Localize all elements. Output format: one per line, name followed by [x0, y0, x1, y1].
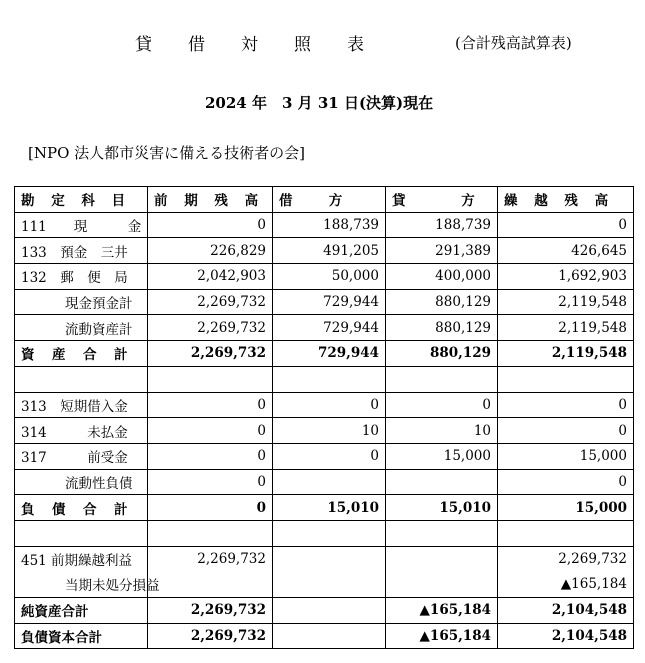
account-cell: 純資産合計 [15, 598, 148, 624]
account-cell: 451 前期繰越利益 [15, 546, 148, 572]
table-row [15, 264, 634, 290]
table-row [15, 212, 634, 238]
account-cell: 流動性負債 [15, 469, 148, 495]
table-header-row [15, 187, 634, 213]
carry-balance-cell: 15,000 [498, 495, 634, 521]
debit-cell: 15,010 [273, 495, 386, 521]
account-cell: 317 前受金 [15, 443, 148, 469]
prev-balance-cell: 0 [148, 495, 273, 521]
carry-balance-cell: 2,104,548 [498, 598, 634, 624]
prev-balance-cell: 2,269,732 [148, 341, 273, 367]
debit-cell [273, 520, 386, 546]
credit-cell: 291,389 [386, 238, 498, 264]
carry-balance-cell: 0 [498, 469, 634, 495]
credit-cell: 0 [386, 392, 498, 418]
title-char: 借 [188, 35, 205, 55]
credit-cell: 10 [386, 418, 498, 444]
carry-balance-cell: 2,119,548 [498, 315, 634, 341]
prev-balance-cell: 226,829 [148, 238, 273, 264]
credit-cell: 880,129 [386, 315, 498, 341]
account-cell [15, 520, 148, 546]
debit-cell: 729,944 [273, 289, 386, 315]
debit-cell: 50,000 [273, 264, 386, 290]
credit-cell [386, 366, 498, 392]
carry-balance-cell: 1,692,903 [498, 264, 634, 290]
organization-name: [NPO 法人都市災害に備える技術者の会] [28, 144, 305, 162]
carry-balance-cell [498, 520, 634, 546]
header-debit: 借 方 [273, 187, 386, 213]
table-row [15, 366, 634, 392]
debit-cell: 729,944 [273, 341, 386, 367]
prev-balance-cell: 2,269,732 [148, 289, 273, 315]
header-account: 勘 定 科 目 [15, 187, 148, 213]
account-cell: 132 郵 便 局 [15, 264, 148, 290]
carry-balance-cell: 15,000 [498, 443, 634, 469]
debit-cell: 188,739 [273, 212, 386, 238]
credit-cell [386, 520, 498, 546]
document-title [135, 30, 400, 55]
table-row [15, 623, 634, 649]
table-row [15, 392, 634, 418]
credit-cell: 880,129 [386, 289, 498, 315]
carry-balance-cell: 2,119,548 [498, 341, 634, 367]
date-line: 2024 年 3 月 31 日(決算)現在 [205, 94, 434, 112]
title-char: 表 [347, 35, 364, 55]
account-cell: 314 未払金 [15, 418, 148, 444]
header-carry-balance: 繰 越 残 高 [498, 187, 634, 213]
prev-balance-cell: 2,269,732 [148, 623, 273, 649]
table-row [15, 315, 634, 341]
title-char: 照 [294, 35, 311, 55]
debit-cell [273, 546, 386, 572]
debit-cell: 0 [273, 443, 386, 469]
prev-balance-cell [148, 366, 273, 392]
debit-cell: 10 [273, 418, 386, 444]
title-char: 貸 [135, 35, 152, 55]
document-subtitle: (合計残高試算表) [455, 34, 572, 52]
carry-balance-cell: 0 [498, 392, 634, 418]
table-row [15, 572, 634, 598]
table-row [15, 469, 634, 495]
account-cell: 現金預金計 [15, 289, 148, 315]
header-credit: 貸 方 [386, 187, 498, 213]
prev-balance-cell: 0 [148, 443, 273, 469]
credit-cell: 880,129 [386, 341, 498, 367]
account-cell: 負債資本合計 [15, 623, 148, 649]
carry-balance-cell [498, 366, 634, 392]
prev-balance-cell: 2,269,732 [148, 315, 273, 341]
account-cell: 313 短期借入金 [15, 392, 148, 418]
debit-cell [273, 366, 386, 392]
account-cell: 流動資産計 [15, 315, 148, 341]
carry-balance-cell: 2,269,732 [498, 546, 634, 572]
debit-cell [273, 623, 386, 649]
table-row [15, 341, 634, 367]
credit-cell [386, 469, 498, 495]
credit-cell: ▲165,184 [386, 623, 498, 649]
prev-balance-cell [148, 572, 273, 598]
table-row [15, 598, 634, 624]
debit-cell [273, 598, 386, 624]
prev-balance-cell: 0 [148, 469, 273, 495]
table-row [15, 443, 634, 469]
header-prev-balance: 前 期 残 高 [148, 187, 273, 213]
credit-cell: 188,739 [386, 212, 498, 238]
credit-cell: ▲165,184 [386, 598, 498, 624]
table-row [15, 238, 634, 264]
debit-cell: 729,944 [273, 315, 386, 341]
title-char: 対 [241, 35, 258, 55]
debit-cell: 0 [273, 392, 386, 418]
table-row [15, 418, 634, 444]
account-cell: 資 産 合 計 [15, 341, 148, 367]
table-row [15, 520, 634, 546]
carry-balance-cell: 0 [498, 418, 634, 444]
carry-balance-cell: 0 [498, 212, 634, 238]
account-cell: 負 債 合 計 [15, 495, 148, 521]
carry-balance-cell: 2,104,548 [498, 623, 634, 649]
prev-balance-cell: 0 [148, 418, 273, 444]
debit-cell [273, 469, 386, 495]
carry-balance-cell: 426,645 [498, 238, 634, 264]
debit-cell: 491,205 [273, 238, 386, 264]
credit-cell: 15,000 [386, 443, 498, 469]
account-cell [15, 366, 148, 392]
prev-balance-cell: 2,269,732 [148, 546, 273, 572]
credit-cell: 15,010 [386, 495, 498, 521]
table-row [15, 495, 634, 521]
prev-balance-cell [148, 520, 273, 546]
prev-balance-cell: 0 [148, 392, 273, 418]
balance-sheet-table [14, 186, 634, 649]
credit-cell [386, 546, 498, 572]
table-row [15, 289, 634, 315]
table-row [15, 546, 634, 572]
prev-balance-cell: 2,269,732 [148, 598, 273, 624]
credit-cell: 400,000 [386, 264, 498, 290]
account-cell: 111 現 金 [15, 212, 148, 238]
account-cell: 当期未処分損益 [15, 572, 148, 598]
debit-cell [273, 572, 386, 598]
account-cell: 133 預金 三井 [15, 238, 148, 264]
credit-cell [386, 572, 498, 598]
carry-balance-cell: 2,119,548 [498, 289, 634, 315]
prev-balance-cell: 0 [148, 212, 273, 238]
carry-balance-cell: ▲165,184 [498, 572, 634, 598]
prev-balance-cell: 2,042,903 [148, 264, 273, 290]
